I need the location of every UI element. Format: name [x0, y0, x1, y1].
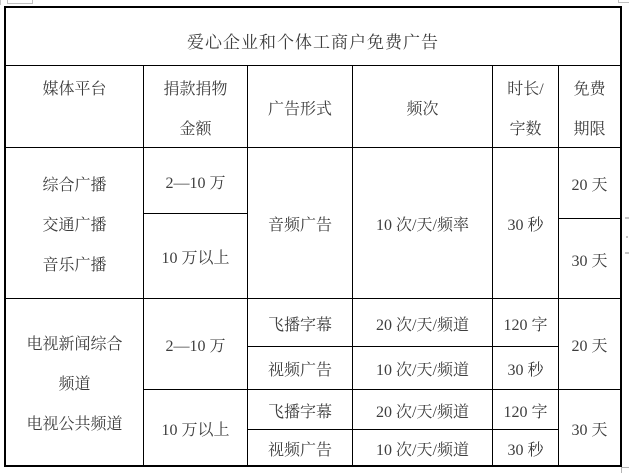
header-duration-line1: 时长/ — [507, 80, 544, 98]
header-ad-form-text: 广告形式 — [267, 100, 332, 118]
cell-s2-row1-frequency[interactable] — [352, 346, 492, 389]
cell-s1-term-1[interactable] — [558, 218, 620, 298]
s2-row3-duration-text: 30 秒 — [507, 441, 544, 459]
s2-row1-form-text: 视频广告 — [267, 362, 332, 379]
cell-s2-row3-form[interactable] — [247, 429, 352, 465]
s1-platform-line3: 音乐广播 — [42, 257, 107, 274]
cell-s2-row2-duration[interactable] — [492, 389, 558, 429]
s2-row2-duration-text: 120 字 — [503, 403, 548, 421]
s2-amount-0-text: 2—10 万 — [165, 338, 226, 355]
cell-s2-row2-form[interactable] — [247, 389, 352, 429]
cell-s2-amount-0[interactable] — [143, 298, 247, 389]
cell-header-ad-form[interactable] — [247, 65, 352, 147]
cell-s2-term-1[interactable] — [558, 389, 620, 465]
s2-platform-line3: 电视公共频道 — [26, 416, 123, 433]
cell-s1-frequency[interactable] — [352, 147, 492, 298]
cell-s1-amount-0[interactable] — [143, 147, 247, 213]
cell-s2-term-0[interactable] — [558, 298, 620, 389]
cell-table-title[interactable] — [6, 8, 620, 65]
header-free-term-line1: 免费 — [573, 80, 606, 98]
s2-row0-duration-text: 120 字 — [503, 316, 548, 334]
cell-s2-row1-duration[interactable] — [492, 346, 558, 389]
s1-platform-line2: 交通广播 — [42, 217, 107, 234]
s2-term-0-text: 20 天 — [571, 338, 608, 355]
s2-row1-frequency-text: 10 次/天/频道 — [376, 362, 469, 379]
cell-s1-amount-1[interactable] — [143, 213, 247, 298]
s1-amount-0-text: 2—10 万 — [165, 174, 226, 192]
cell-s2-row2-frequency[interactable] — [352, 389, 492, 429]
cell-s1-ad-form[interactable] — [247, 147, 352, 298]
table-title-text: 爱心企业和个体工商户免费广告 — [187, 33, 439, 53]
s1-frequency-text: 10 次/天/频率 — [376, 217, 469, 234]
cell-header-donation-amount[interactable] — [143, 65, 247, 147]
s2-row3-form-text: 视频广告 — [267, 441, 332, 459]
s2-row0-form-text: 飞播字幕 — [267, 316, 332, 334]
cell-s2-row0-form[interactable] — [247, 298, 352, 346]
header-frequency-text: 频次 — [406, 100, 439, 118]
header-donation-amount-line1: 捐款捐物 — [163, 80, 228, 98]
table-resize-handle[interactable] — [621, 467, 629, 473]
ruler-tick-mid — [626, 236, 628, 238]
cell-s2-row1-form[interactable] — [247, 346, 352, 389]
cell-s1-platform[interactable] — [6, 147, 143, 298]
header-media-platform-line1: 媒体平台 — [42, 80, 107, 98]
cell-header-free-term[interactable] — [558, 65, 620, 147]
s2-row1-duration-text: 30 秒 — [507, 362, 544, 379]
s2-row3-frequency-text: 10 次/天/频道 — [376, 441, 469, 459]
toolbar-edge-fragment-left — [7, 0, 33, 4]
cell-s2-row0-frequency[interactable] — [352, 298, 492, 346]
cell-s1-term-0[interactable] — [558, 147, 620, 218]
s2-row0-frequency-text: 20 次/天/频道 — [376, 316, 469, 334]
s1-duration-text: 30 秒 — [507, 217, 544, 234]
table-move-handle-fragment — [0, 0, 1, 5]
cell-s2-row3-duration[interactable] — [492, 429, 558, 465]
toolbar-edge-fragment-right — [618, 0, 629, 3]
s1-amount-1-text: 10 万以上 — [161, 250, 230, 267]
header-free-term-line2: 期限 — [573, 120, 606, 138]
header-donation-amount-line2: 金额 — [179, 120, 212, 138]
s1-platform-line1: 综合广播 — [42, 177, 107, 194]
cell-s2-row0-duration[interactable] — [492, 298, 558, 346]
header-duration-line2: 字数 — [509, 120, 542, 138]
ruler-tick-bottom — [625, 252, 629, 254]
cell-header-frequency[interactable] — [352, 65, 492, 147]
cell-header-duration[interactable] — [492, 65, 558, 147]
free-ad-table — [4, 6, 622, 467]
cell-s2-amount-1[interactable] — [143, 389, 247, 465]
cell-header-media-platform[interactable] — [6, 65, 143, 147]
s2-row2-frequency-text: 20 次/天/频道 — [376, 403, 469, 421]
s2-platform-line2: 频道 — [58, 376, 91, 393]
s2-row2-form-text: 飞播字幕 — [267, 403, 332, 421]
cell-s1-duration[interactable] — [492, 147, 558, 298]
s2-term-1-text: 30 天 — [571, 421, 608, 439]
s1-term-0-text: 20 天 — [571, 177, 608, 194]
cell-s2-platform[interactable] — [6, 298, 143, 465]
s2-amount-1-text: 10 万以上 — [161, 421, 230, 439]
s2-platform-line1: 电视新闻综合 — [26, 336, 123, 353]
cell-s2-row3-frequency[interactable] — [352, 429, 492, 465]
s1-ad-form-text: 音频广告 — [267, 217, 332, 234]
ruler-tick-top — [625, 217, 629, 219]
s1-term-1-text: 30 天 — [571, 252, 608, 270]
